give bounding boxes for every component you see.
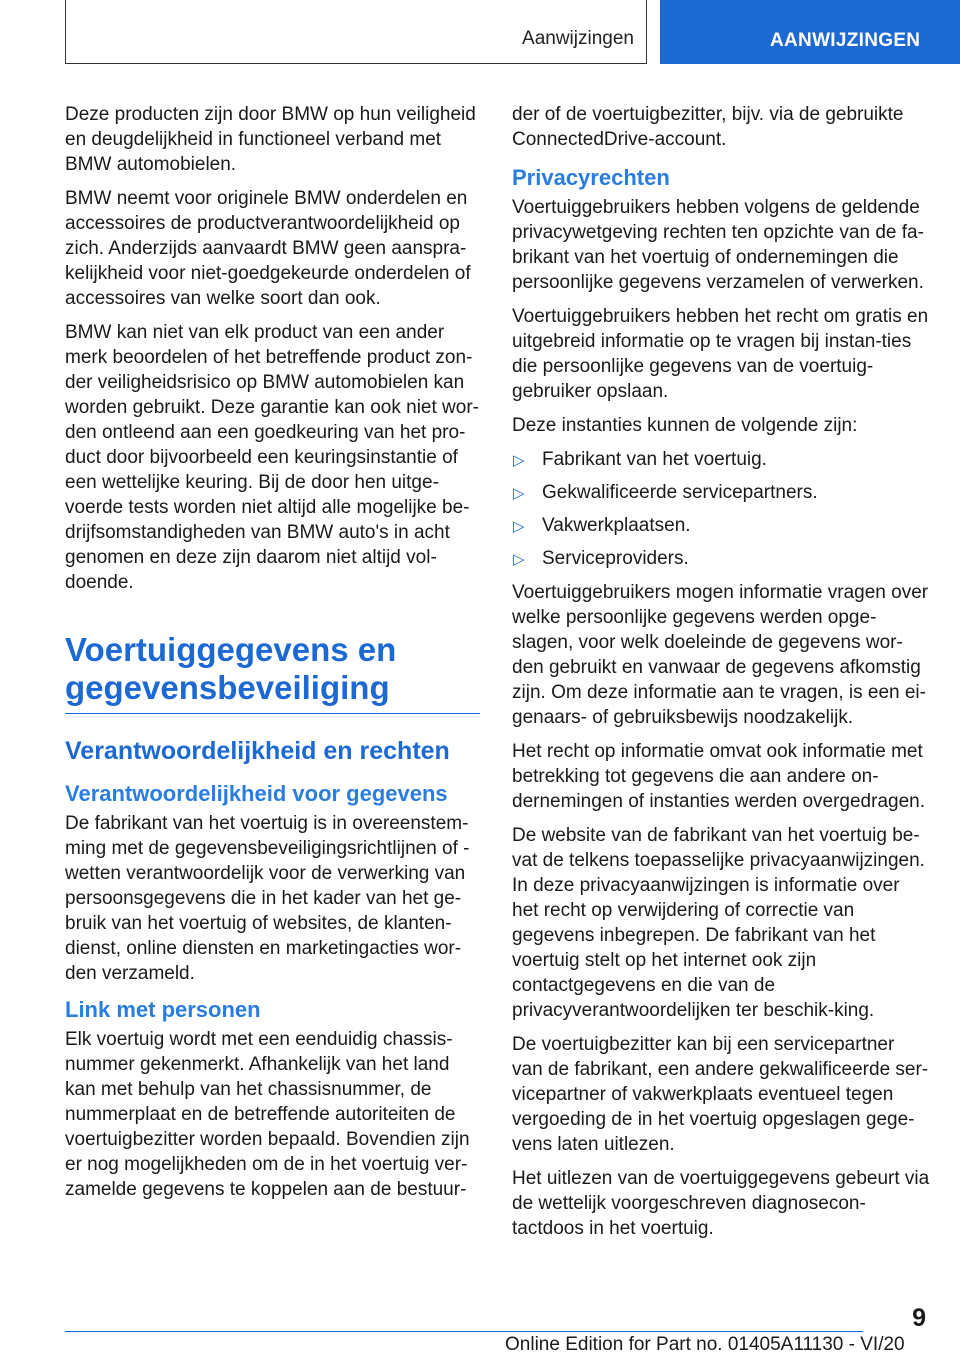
- left-column: [65, 102, 480, 1211]
- triangle-right-icon: ▷: [513, 485, 525, 502]
- chapter-tab-label: AANWIJZINGEN: [770, 30, 921, 51]
- edition-note: Online Edition for Part no. 01405A11130 - VI/20: [505, 1334, 905, 1355]
- list-item-text: Serviceproviders.: [542, 548, 689, 569]
- list-item-text: Fabrikant van het voertuig.: [542, 449, 767, 470]
- paragraph: Deze instanties kunnen de volgende zijn:: [512, 415, 858, 436]
- subsection-heading: Link met personen: [65, 997, 261, 1022]
- list-item-text: Gekwalificeerde servicepartners.: [542, 482, 818, 503]
- paragraph: Deze producten zijn door BMW op hun veiligheid en deugdelijkheid in functioneel verband met BMW automobielen.: [65, 104, 476, 175]
- paragraph: Het recht op informatie omvat ook informatie met betrekking tot gegevens die aan andere on-dernemingen of instanties werden overgedragen.: [512, 741, 925, 812]
- chapter-tab[interactable]: [660, 0, 960, 64]
- list-item: [512, 546, 930, 571]
- subsection-heading: Privacyrechten: [512, 165, 670, 190]
- triangle-right-icon: ▷: [513, 452, 525, 469]
- paragraph: De fabrikant van het voertuig is in overeenstem-ming met de gegevensbeveiligingsrichtlijnen of -wetten verantwoordelijk voor de verwerking van persoonsgegevens die in het kader van het ge-bruik van het voertuig of websites, de klanten-dienst, online diensten en marketingacties wor-den verzameld.: [65, 813, 470, 984]
- triangle-right-icon: ▷: [513, 551, 525, 568]
- paragraph: Voertuiggebruikers hebben het recht om gratis en uitgebreid informatie op te vragen bij instan-ties die persoonlijke gegevens van de voertuig-gebruiker opslaan.: [512, 306, 929, 402]
- header-box: [65, 0, 647, 64]
- paragraph: der of de voertuigbezitter, bijv. via de gebruikte ConnectedDrive-account.: [512, 104, 904, 150]
- section-heading: Verantwoordelijkheid en rechten: [65, 737, 450, 765]
- paragraph: BMW kan niet van elk product van een ander merk beoordelen of het betreffende product zon-der veiligheidsrisico op BMW automobielen kan worden gebruikt. Deze garantie kan ook niet wor-den ontleend aan een goedkeuring van het pro-duct door bijvoorbeeld een keuringsinstantie of een wettelijke keuring. Bij de door hen uitge-voerde tests worden niet altijd alle mogelijke be-drijfsomstandigheden van BMW auto's in acht genomen en deze zijn daarom niet altijd vol-doende.: [65, 322, 480, 593]
- list-item-text: Vakwerkplaatsen.: [542, 515, 691, 536]
- chapter-heading: Voertuiggegevens en gegevensbeveiliging: [65, 631, 480, 714]
- right-column: [512, 102, 930, 1250]
- list-item: [512, 513, 930, 538]
- paragraph: Het uitlezen van de voertuiggegevens gebeurt via de wettelijk voorgeschreven diagnosecon-tactdoos in het voertuig.: [512, 1168, 930, 1239]
- list-item: [512, 447, 930, 472]
- paragraph: Voertuiggebruikers mogen informatie vragen over welke persoonlijke gegevens werden opge-slagen, voor welk doeleinde de gegevens wor-den gebruikt en vanwaar de gegevens afkomstig zijn. Om deze informatie aan te vragen, is een ei-genaars- of gebruiksbewijs noodzakelijk.: [512, 582, 929, 728]
- instances-list: [512, 447, 930, 571]
- paragraph: Voertuiggebruikers hebben volgens de geldende privacywetgeving rechten ten opzichte van de fa-brikant van het voertuig of ondernemingen die persoonlijke gegevens verzamelen of verwerken.: [512, 197, 924, 293]
- section-label: Aanwijzingen: [522, 28, 634, 49]
- paragraph: De website van de fabrikant van het voertuig be-vat de telkens toepasselijke privacyaanwijzingen. In deze privacyaanwijzingen is informatie over het recht op verwijdering of correctie van gegevens inbegrepen. De fabrikant van het voertuig stelt op het internet ook zijn contactgegevens en die van de privacyverantwoordelijken ter beschik-king.: [512, 825, 925, 1021]
- paragraph: De voertuigbezitter kan bij een servicepartner van de fabrikant, een andere gekwalificeerde ser-vicepartner of vakwerkplaats eventueel tegen vergoeding de in het voertuig opgeslagen gege-vens laten uitlezen.: [512, 1034, 929, 1155]
- triangle-right-icon: ▷: [513, 518, 525, 535]
- list-item: [512, 480, 930, 505]
- subsection-heading: Verantwoordelijkheid voor gegevens: [65, 781, 448, 806]
- paragraph: Elk voertuig wordt met een eenduidig chassis-nummer gekenmerkt. Afhankelijk van het land kan met behulp van het chassisnummer, de nummerplaat en de betreffende autoriteiten de voertuigbezitter worden bepaald. Bovendien zijn er nog mogelijkheden om de in het voertuig ver-zamelde gegevens te koppelen aan de bestuur-: [65, 1029, 470, 1200]
- paragraph: BMW neemt voor originele BMW onderdelen en accessoires de productverantwoordelijkheid op zich. Anderzijds aanvaardt BMW geen aanspra-kelijkheid voor niet-goedgekeurde onderdelen of accessoires van welke soort dan ook.: [65, 188, 471, 309]
- page-number: 9: [912, 1304, 926, 1332]
- footer-divider: [65, 1331, 863, 1332]
